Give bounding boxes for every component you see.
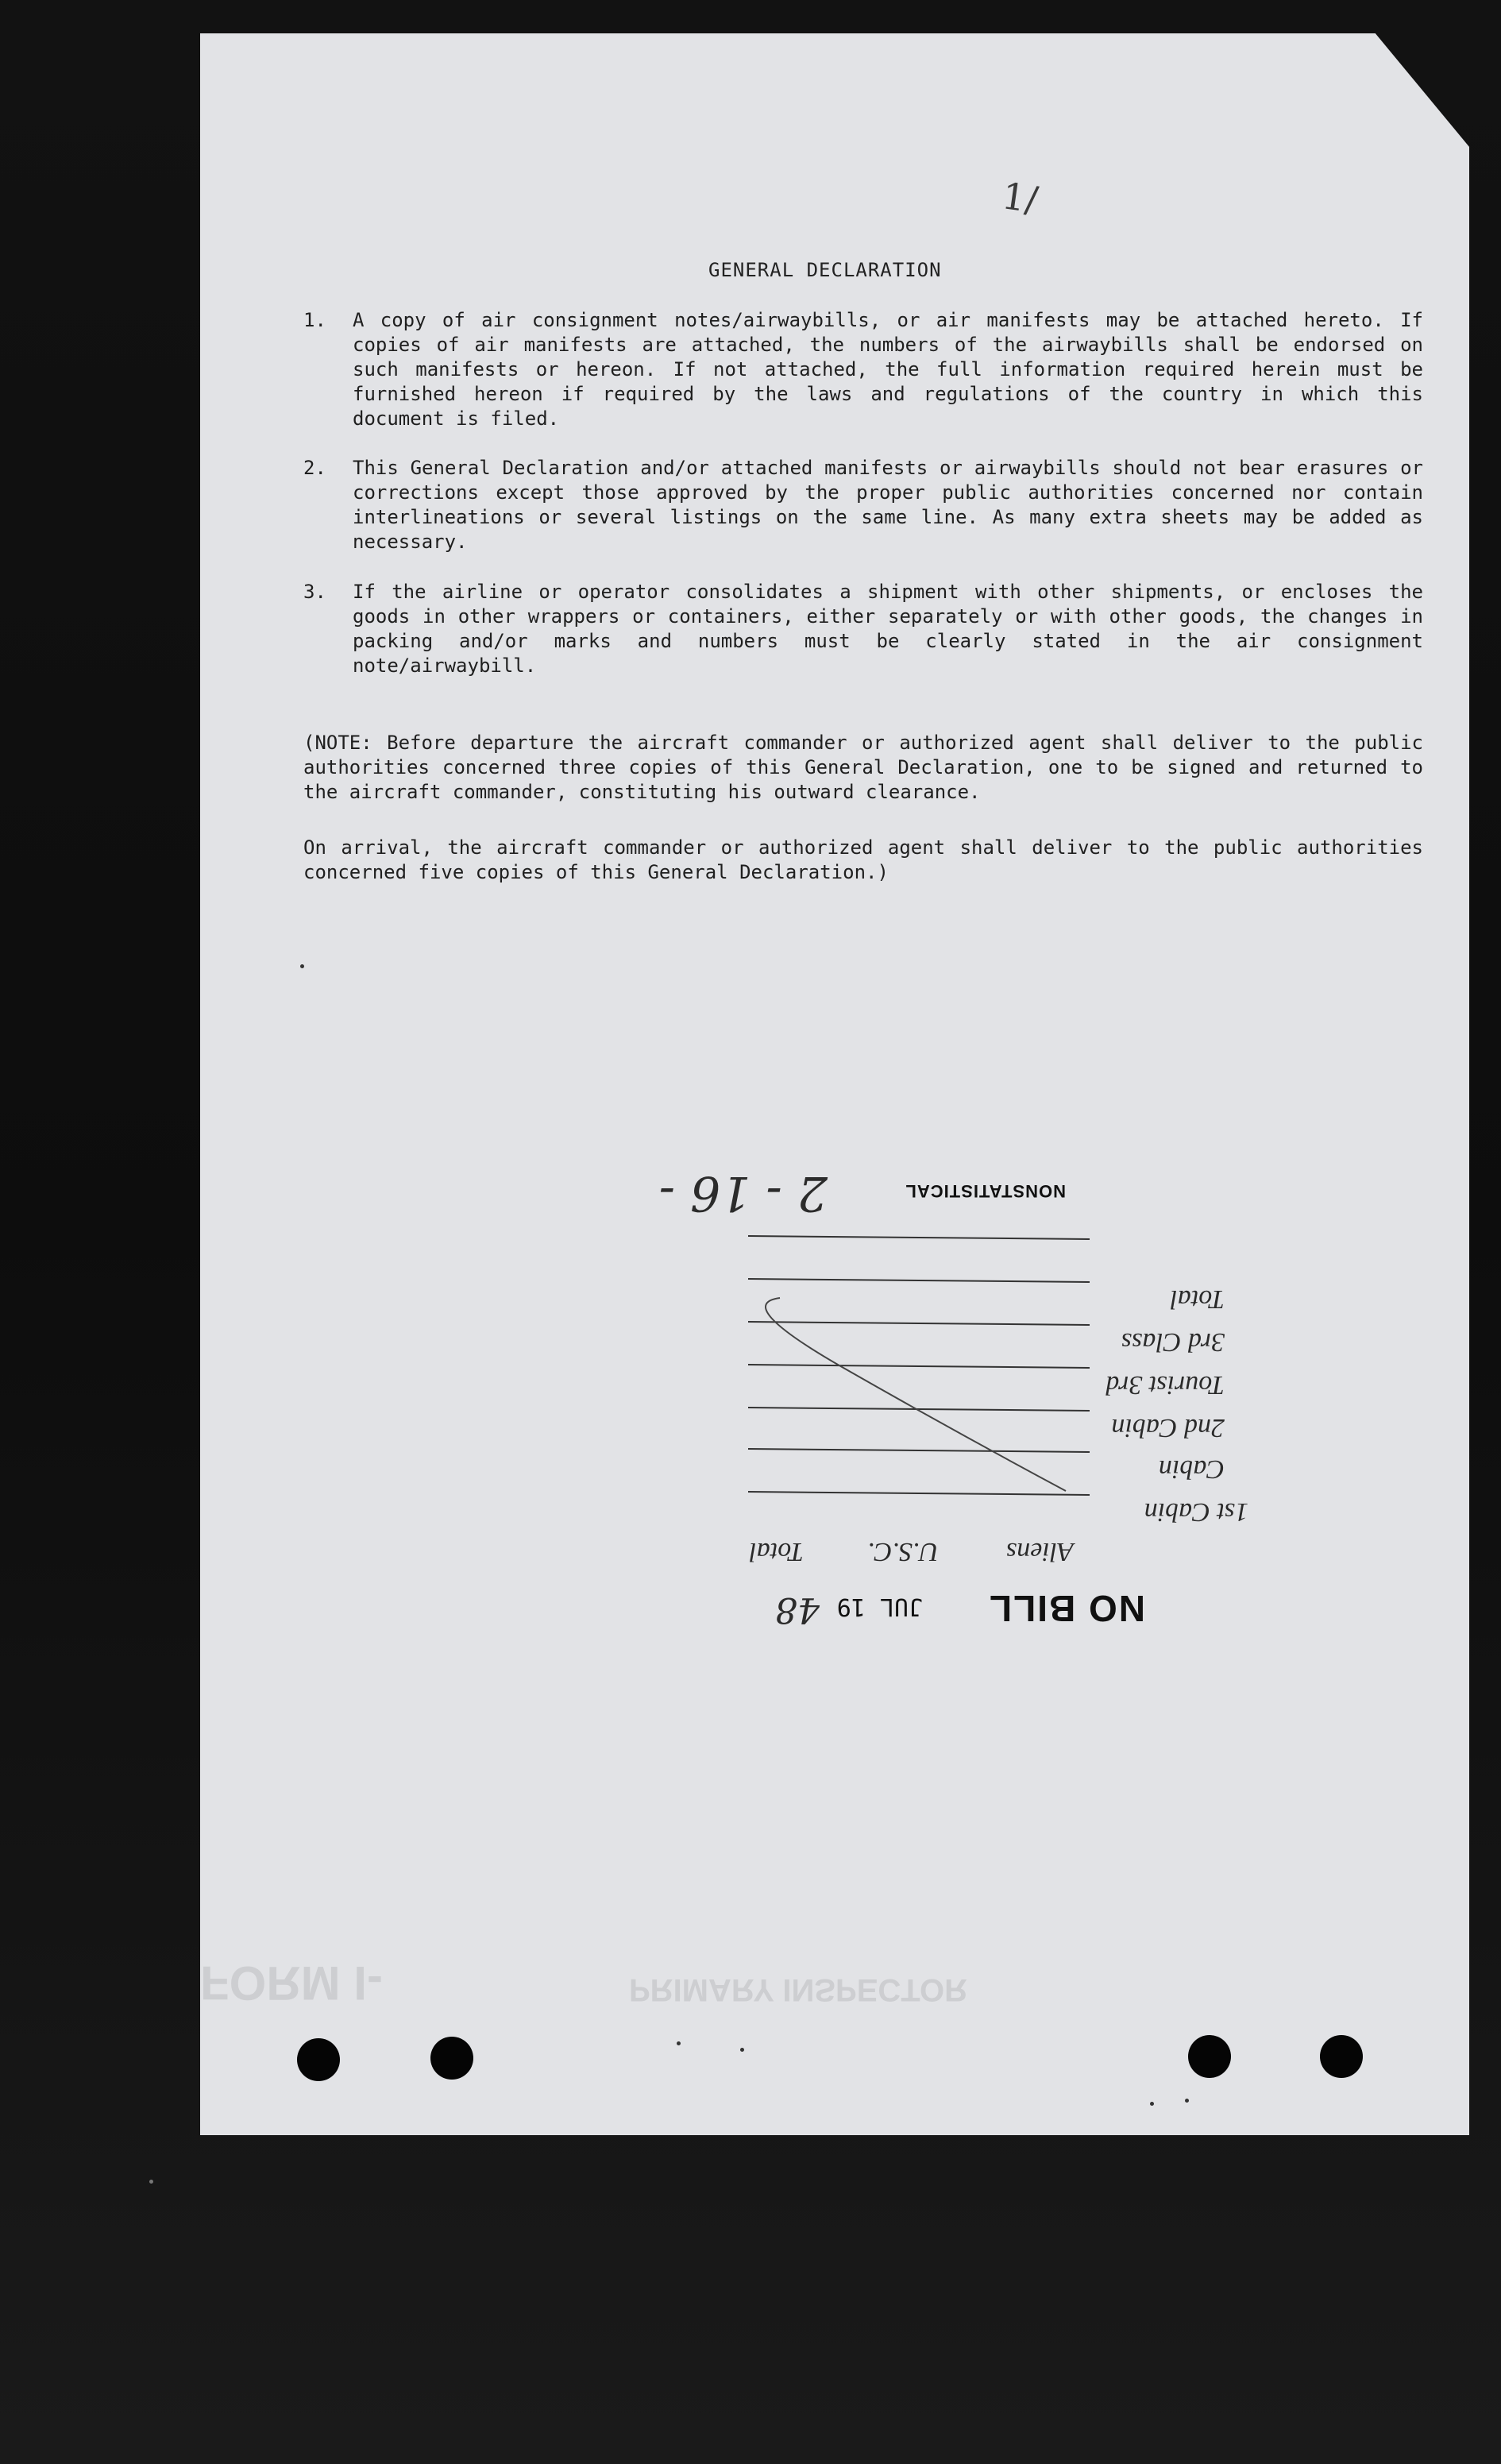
ink-dot [740, 2048, 744, 2052]
column-total: Total [749, 1537, 804, 1566]
handwritten-annotation: 2 - 16 - [658, 1165, 828, 1221]
ink-dot [1150, 2102, 1154, 2106]
pencil-annotation: 1/ [999, 174, 1041, 222]
item-text: If the airline or operator consolidates a shipment with other shipments, or encloses the goods in other wrappers or containers, either separately or with other goods, the changes in packing and/or marks and numbers must be clearly stated in the air consignment note/airwaybill. [353, 581, 1423, 677]
dust-speck [149, 2180, 153, 2184]
instruction-item-3 [303, 580, 1423, 678]
row-label: Total [1170, 1284, 1225, 1314]
document-title: GENERAL DECLARATION [708, 259, 942, 281]
column-aliens: Aliens [1006, 1537, 1074, 1566]
handwritten-year: 48 [775, 1589, 820, 1630]
ruled-line [748, 1279, 1090, 1282]
ink-dot [677, 2041, 681, 2045]
row-label: 2nd Cabin [1111, 1413, 1225, 1442]
document-content [200, 33, 1469, 2135]
ink-dot [1185, 2099, 1189, 2103]
inspection-stamp-area [399, 1130, 1272, 1686]
item-text: This General Declaration and/or attached manifests or airwaybills should not bear erasures or corrections except those approved by the proper public authorities concerned nor contain interlineations or several listings on the same line. As many extra sheets may be added as necessary. [353, 457, 1423, 553]
rotated-stamp-block [399, 1130, 1272, 1686]
bleed-through-text: PRIMARY INSPECTOR [629, 1972, 967, 2007]
nonstatistical-stamp: NONSTATISTICAL [905, 1181, 1066, 1201]
no-bill-stamp: NO BILL [988, 1588, 1145, 1629]
ruled-line [748, 1449, 1090, 1452]
stamp-ruled-lines [399, 1130, 1272, 1686]
bleed-through-form: FORM I- [200, 1956, 383, 2010]
stamp-date: JUL 19 [836, 1593, 923, 1620]
ruled-line [748, 1236, 1090, 1239]
strike-through-line [766, 1298, 1066, 1491]
punch-hole [297, 2038, 340, 2081]
punch-hole [1188, 2035, 1231, 2078]
ruled-line [748, 1365, 1090, 1368]
ink-dot [300, 964, 304, 968]
punch-hole [1320, 2035, 1363, 2078]
note-departure: (NOTE: Before departure the aircraft commander or authorized agent shall deliver to the public authorities concerned three copies of this General Declaration, one to be signed and returned to the aircraft commander, constituting his outward clearance. [303, 732, 1423, 803]
ruled-line [748, 1322, 1090, 1325]
punch-hole [430, 2037, 473, 2080]
column-usc: U.S.C. [867, 1537, 939, 1566]
ruled-line [748, 1492, 1090, 1495]
item-number: 2. [303, 457, 326, 479]
row-label: 1st Cabin [1144, 1497, 1248, 1527]
row-label: Tourist 3rd [1105, 1370, 1225, 1400]
item-number: 1. [303, 309, 326, 331]
row-label: 3rd Class [1121, 1327, 1225, 1357]
item-number: 3. [303, 581, 326, 603]
instruction-item-2 [303, 456, 1423, 554]
row-label: Cabin [1158, 1454, 1225, 1484]
item-text: A copy of air consignment notes/airwaybills, or air manifests may be attached hereto. If copies of air manifests are attached, the numbers of the airwaybills shall be endorsed on such manifests or hereon. If not attached, the full information required herein must be furnished hereon if required by the laws and regulations of the country in which this document is filed. [353, 309, 1423, 430]
note-arrival: On arrival, the aircraft commander or authorized agent shall deliver to the public authorities concerned five copies of this General Declaration.) [303, 836, 1423, 883]
instruction-item-1 [303, 308, 1423, 431]
